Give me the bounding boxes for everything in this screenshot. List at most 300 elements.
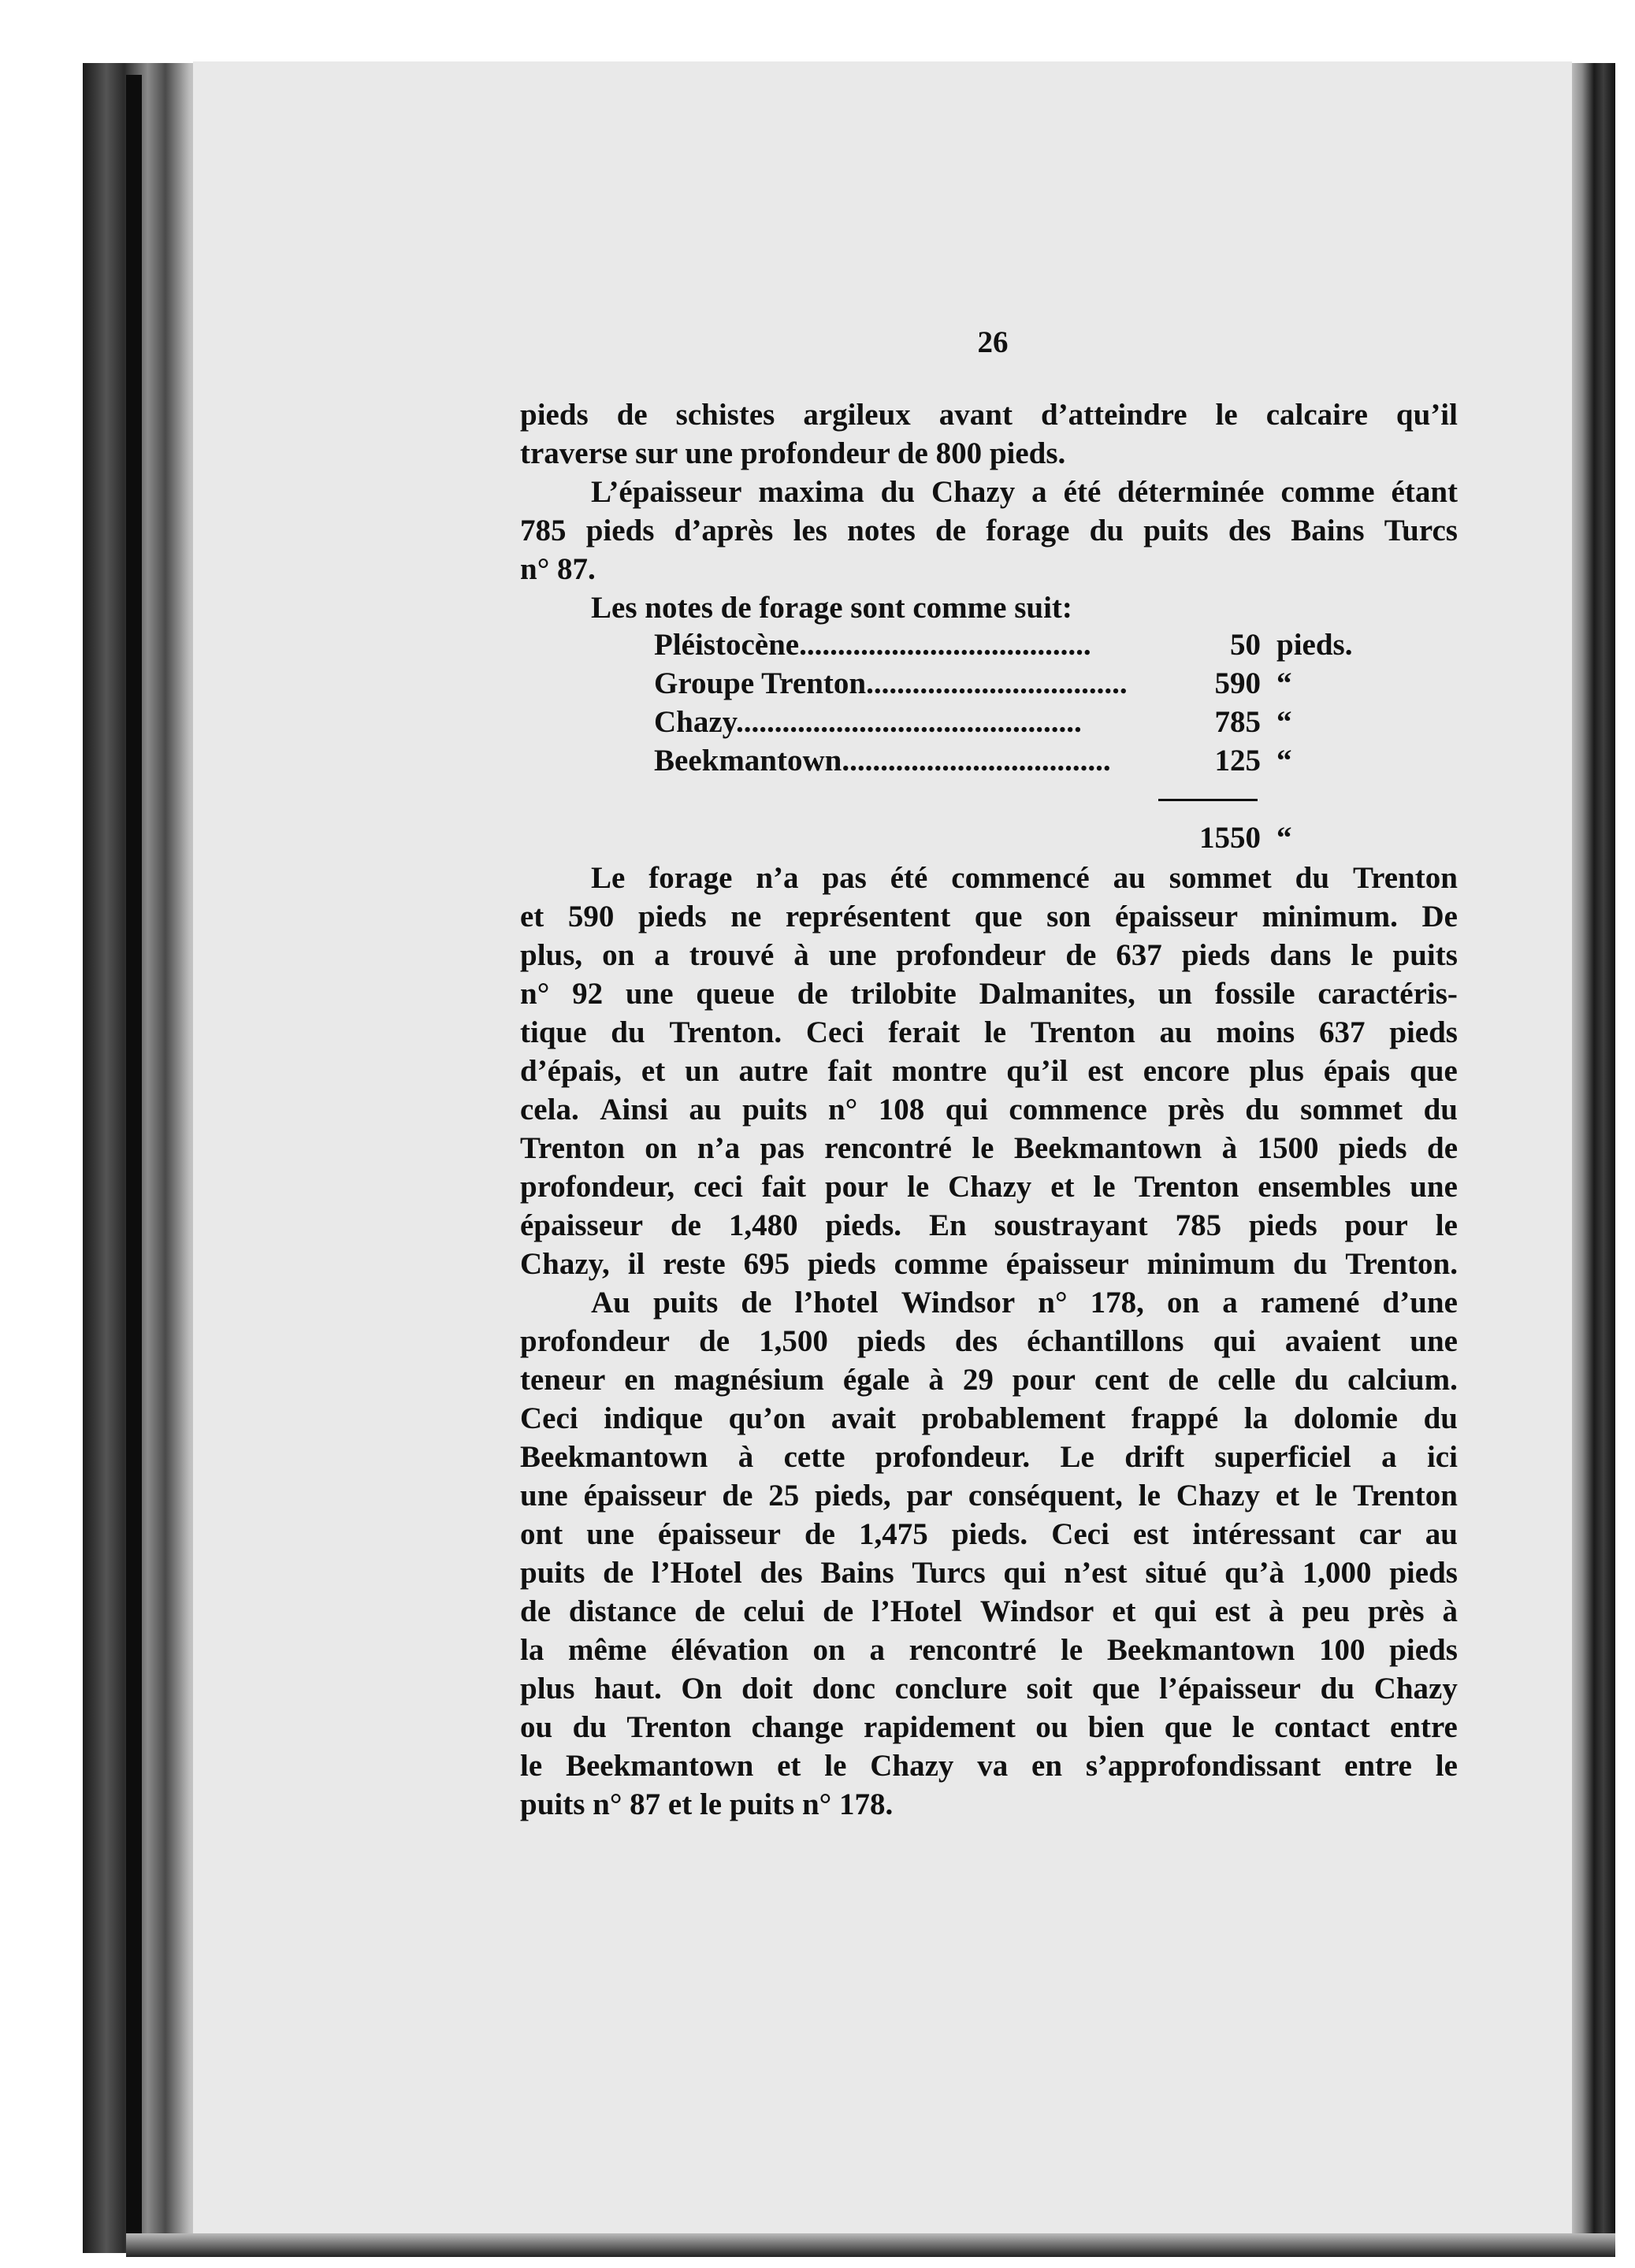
word: plus,	[520, 938, 583, 972]
word: rencontré	[909, 1633, 1037, 1667]
word: pieds	[1249, 1208, 1317, 1242]
word: forage	[986, 514, 1070, 548]
word: celui	[743, 1594, 805, 1628]
word: 108	[878, 1093, 925, 1127]
word: il	[627, 1247, 645, 1281]
word: sommet	[1169, 861, 1272, 895]
word: a	[869, 1633, 885, 1667]
word: teneur	[520, 1363, 606, 1397]
word: été	[890, 861, 928, 895]
word: traverse sur une profondeur de 800 pieds.	[520, 436, 1066, 470]
word: pieds	[520, 398, 589, 432]
word: ou	[520, 1710, 553, 1744]
word: ici	[1426, 1440, 1458, 1474]
text-line	[520, 1515, 1458, 1553]
word: des	[954, 1324, 998, 1358]
word: comme	[894, 1247, 988, 1281]
word: indique	[604, 1401, 703, 1435]
word: est	[1214, 1594, 1251, 1628]
word: le	[1061, 1633, 1083, 1667]
word: du	[1245, 1093, 1280, 1127]
text-line	[520, 974, 1458, 1013]
word: à	[928, 1363, 944, 1397]
word: on	[812, 1633, 845, 1667]
word: 1,500	[759, 1324, 828, 1358]
word: été	[1063, 475, 1102, 509]
word: la	[1243, 1401, 1269, 1435]
word: probablement	[921, 1401, 1106, 1435]
word: pieds	[1389, 1015, 1458, 1049]
word: entre	[1344, 1749, 1412, 1783]
word: Bains	[820, 1556, 894, 1590]
word: de	[935, 514, 967, 548]
word: pieds.	[825, 1208, 902, 1242]
word: le	[1215, 398, 1238, 432]
word: du	[572, 1710, 607, 1744]
word: pieds	[1389, 1556, 1458, 1590]
word: même	[568, 1633, 647, 1667]
word: ferait	[888, 1015, 961, 1049]
word: reste	[663, 1247, 726, 1281]
text-line	[520, 1129, 1458, 1167]
table-row-value: 590	[1214, 666, 1261, 700]
word: du	[1423, 1401, 1458, 1435]
word: au	[1425, 1517, 1458, 1551]
word: égale	[842, 1363, 910, 1397]
word: Windsor	[901, 1286, 1016, 1320]
word: distance	[568, 1594, 677, 1628]
word: entre	[1389, 1710, 1458, 1744]
text-line	[520, 511, 1458, 550]
word: cette	[783, 1440, 845, 1474]
word: que	[1091, 1672, 1140, 1706]
text-line	[520, 1785, 1458, 1824]
word: du	[1089, 514, 1124, 548]
word: l’hotel	[794, 1286, 879, 1320]
text-line	[520, 1399, 1458, 1438]
table-row-value: 785	[1214, 705, 1261, 739]
word: au	[1159, 1015, 1192, 1049]
word: le	[1351, 938, 1373, 972]
word: 785	[520, 514, 567, 548]
table-row-value: 125	[1214, 744, 1261, 778]
table-row-label: Chazy.............................................	[654, 705, 1082, 739]
word: qu’il	[1395, 398, 1458, 432]
word: trilobite	[850, 977, 957, 1011]
word: à	[1221, 1131, 1238, 1165]
word: on	[602, 938, 635, 972]
word: Chazy	[1373, 1672, 1458, 1706]
word: 1,480	[728, 1208, 798, 1242]
word: ceci	[693, 1170, 743, 1204]
word: la	[520, 1633, 544, 1667]
word: profondeur.	[875, 1440, 1031, 1474]
word: tique	[520, 1015, 587, 1049]
word: Les notes de forage sont comme suit:	[591, 591, 1072, 625]
text-line	[520, 1090, 1458, 1129]
text-line	[520, 859, 1458, 897]
text-line	[520, 1245, 1458, 1283]
word: plus	[1249, 1054, 1304, 1088]
word: pieds	[1181, 938, 1250, 972]
word: le	[1138, 1479, 1161, 1513]
word: Chazy	[1176, 1479, 1260, 1513]
word: sommet	[1300, 1093, 1403, 1127]
word: donc	[812, 1672, 875, 1706]
word: intéressant	[1192, 1517, 1336, 1551]
table-row-unit: “	[1276, 705, 1292, 739]
word: des	[760, 1556, 803, 1590]
word: notes	[847, 514, 916, 548]
word: ensembles	[1258, 1170, 1392, 1204]
word: on	[645, 1131, 678, 1165]
word: épaisseur	[657, 1517, 781, 1551]
word: le	[1435, 1208, 1458, 1242]
word: n°	[1038, 1286, 1068, 1320]
table-total-value: 1550	[1199, 821, 1261, 855]
sum-rule	[1158, 799, 1258, 801]
word: d’une	[1382, 1286, 1458, 1320]
word: d’après	[674, 514, 774, 548]
word: montre	[891, 1054, 987, 1088]
word: à	[1269, 1594, 1284, 1628]
word: à	[793, 938, 809, 972]
word: a	[1031, 475, 1047, 509]
table-row-unit: pieds.	[1276, 628, 1353, 662]
page-edge-bottom	[126, 2233, 1615, 2257]
table-total-unit: “	[1276, 821, 1292, 855]
word: Chazy	[931, 475, 1016, 509]
word: l’Hotel	[651, 1556, 742, 1590]
text-line	[520, 1360, 1458, 1399]
word: de	[797, 977, 828, 1011]
word: un	[685, 1054, 719, 1088]
paragraph-4	[520, 859, 1458, 1283]
page-number: 26	[977, 325, 1009, 359]
text-line	[520, 1746, 1458, 1785]
word: que	[974, 900, 1023, 934]
word: maxima	[758, 475, 864, 509]
text-line	[520, 1592, 1458, 1631]
word: puits	[1143, 514, 1209, 548]
word: 29	[962, 1363, 994, 1397]
word: 25	[768, 1479, 800, 1513]
word: de	[616, 398, 648, 432]
word: du	[1423, 1093, 1458, 1127]
word: qui	[1213, 1324, 1256, 1358]
word: argileux	[803, 398, 911, 432]
word: en	[1031, 1749, 1063, 1783]
word: dans	[1269, 938, 1332, 972]
table-row-unit: “	[1276, 744, 1292, 778]
word: de	[823, 1594, 854, 1628]
word: du	[1320, 1672, 1355, 1706]
word: profondeur	[520, 1324, 670, 1358]
word: déterminée	[1117, 475, 1265, 509]
word: une	[1410, 1324, 1458, 1358]
word: on	[1167, 1286, 1200, 1320]
word: du	[1294, 1363, 1329, 1397]
word: Beekmantown	[565, 1749, 754, 1783]
word: Beekmantown	[1106, 1633, 1295, 1667]
word: le	[983, 1015, 1007, 1049]
word: et	[1112, 1594, 1136, 1628]
text-line	[520, 1476, 1458, 1515]
word: de	[722, 1479, 753, 1513]
table-row-value: 50	[1230, 628, 1261, 662]
word: ramené	[1260, 1286, 1360, 1320]
text-line	[520, 434, 1458, 473]
word: commencé	[951, 861, 1090, 895]
word: du	[1293, 1247, 1328, 1281]
word: ne	[730, 900, 762, 934]
word: caractéris-	[1317, 977, 1458, 1011]
table-row-label: Pléistocène......................................	[654, 628, 1091, 662]
word: 637	[1318, 1015, 1366, 1049]
word: représentent	[785, 900, 951, 934]
word: dolomie	[1293, 1401, 1398, 1435]
word: est	[1087, 1054, 1124, 1088]
word: épaisseur	[1115, 900, 1239, 934]
word: les	[793, 514, 827, 548]
word: 178,	[1090, 1286, 1144, 1320]
word: situé	[1145, 1556, 1207, 1590]
word: haut.	[594, 1672, 662, 1706]
word: a	[1222, 1286, 1238, 1320]
book-edge-dark	[126, 75, 142, 2249]
word: pieds	[857, 1324, 926, 1358]
word: avant	[938, 398, 1013, 432]
word: car	[1358, 1517, 1402, 1551]
word: minimum.	[1262, 900, 1398, 934]
word: Au	[591, 1286, 630, 1320]
word: est	[1132, 1517, 1169, 1551]
word: pieds	[808, 1247, 876, 1281]
word: 92	[572, 977, 604, 1011]
word: frappé	[1131, 1401, 1219, 1435]
word: de	[741, 1286, 772, 1320]
word: qu’à	[1224, 1556, 1284, 1590]
word: En	[928, 1208, 967, 1242]
word: le	[1232, 1710, 1254, 1744]
word: de	[1065, 938, 1097, 972]
word: minimum	[1146, 1247, 1276, 1281]
word: Ceci	[805, 1015, 864, 1049]
word: cent	[1094, 1363, 1150, 1397]
word: rencontré	[824, 1131, 952, 1165]
word: étant	[1391, 475, 1458, 509]
word: calcaire	[1265, 398, 1368, 432]
word: L’épaisseur	[591, 475, 742, 509]
word: d’atteindre	[1040, 398, 1187, 432]
paragraph-1	[520, 395, 1458, 473]
table-row-unit: “	[1276, 666, 1292, 700]
word: 695	[743, 1247, 790, 1281]
word: a	[654, 938, 670, 972]
word: n’a	[697, 1131, 741, 1165]
word: bien	[1087, 1710, 1145, 1744]
word: que	[1410, 1054, 1458, 1088]
word: puits n° 87 et le puits n° 178.	[520, 1787, 894, 1821]
word: pas	[760, 1131, 804, 1165]
word: en	[624, 1363, 656, 1397]
word: puits	[1392, 938, 1458, 972]
word: 590	[567, 900, 615, 934]
paragraph-3	[520, 588, 1458, 627]
word: plus	[520, 1672, 575, 1706]
word: va	[977, 1749, 1009, 1783]
page-edge-right	[1568, 63, 1615, 2253]
word: qu’on	[728, 1401, 806, 1435]
word: peu	[1302, 1594, 1351, 1628]
word: pieds	[637, 900, 707, 934]
word: le	[1315, 1479, 1338, 1513]
paragraph-5	[520, 1283, 1458, 1824]
word: puits	[652, 1286, 719, 1320]
word: forage	[648, 861, 733, 895]
text-line	[520, 1438, 1458, 1476]
word: épais	[1323, 1054, 1391, 1088]
word: du	[611, 1015, 645, 1049]
word: De	[1421, 900, 1458, 934]
word: change	[751, 1710, 844, 1744]
word: qu’il	[1006, 1054, 1068, 1088]
word: le	[824, 1749, 847, 1783]
word: une	[586, 1517, 634, 1551]
word: Chazy,	[520, 1247, 610, 1281]
word: Ainsi	[600, 1093, 668, 1127]
word: échantillons	[1027, 1324, 1184, 1358]
word: de	[694, 1594, 726, 1628]
word: et	[1050, 1170, 1075, 1204]
word: d’épais,	[520, 1054, 622, 1088]
text-line	[520, 1631, 1458, 1669]
word: Turcs	[1384, 514, 1458, 548]
word: fossile	[1214, 977, 1295, 1011]
word: Bains	[1291, 514, 1365, 548]
word: puits	[520, 1556, 585, 1590]
word: magnésium	[674, 1363, 824, 1397]
word: s’approfondissant	[1085, 1749, 1321, 1783]
word: Trenton	[1353, 861, 1458, 895]
word: l’Hotel	[871, 1594, 962, 1628]
text-line	[520, 1322, 1458, 1360]
word: épaisseur	[520, 1208, 643, 1242]
word: une	[625, 977, 674, 1011]
word: épaisseur	[1005, 1247, 1129, 1281]
word: encore	[1143, 1054, 1230, 1088]
word: 1,000	[1302, 1556, 1372, 1590]
word: Beekmantown	[520, 1440, 708, 1474]
text-line	[520, 395, 1458, 434]
word: pas	[822, 861, 867, 895]
word: Chazy	[948, 1170, 1032, 1204]
word: conséquent,	[968, 1479, 1123, 1513]
word: de	[603, 1556, 634, 1590]
word: soustrayant	[994, 1208, 1148, 1242]
word: de	[804, 1517, 835, 1551]
word: n’est	[1064, 1556, 1128, 1590]
word: au	[689, 1093, 722, 1127]
text-line	[520, 473, 1458, 511]
word: superficiel	[1214, 1440, 1351, 1474]
word: une	[1410, 1170, 1458, 1204]
word: Trenton	[1134, 1170, 1239, 1204]
word: avait	[831, 1401, 897, 1435]
text-line	[520, 1553, 1458, 1592]
word: le	[520, 1749, 543, 1783]
paragraph-2	[520, 473, 1458, 588]
word: le	[1435, 1749, 1458, 1783]
word: soit	[1026, 1672, 1073, 1706]
word: et	[1275, 1479, 1300, 1513]
word: pour	[824, 1170, 889, 1204]
text-line	[520, 1052, 1458, 1090]
word: 785	[1175, 1208, 1222, 1242]
word: pieds.	[951, 1517, 1028, 1551]
word: trouvé	[689, 938, 775, 972]
word: de	[670, 1208, 701, 1242]
word: à	[738, 1440, 754, 1474]
word: ont	[520, 1517, 563, 1551]
word: pieds,	[815, 1479, 891, 1513]
word: 637	[1116, 938, 1162, 972]
word: queue	[696, 977, 775, 1011]
text-line	[520, 1669, 1458, 1708]
word: a	[1381, 1440, 1397, 1474]
word: drift	[1124, 1440, 1184, 1474]
word: Beekmantown	[1013, 1131, 1202, 1165]
word: contact	[1274, 1710, 1370, 1744]
word: du	[1295, 861, 1330, 895]
word: épaisseur	[583, 1479, 707, 1513]
word: n°	[520, 977, 550, 1011]
text-line	[520, 550, 1458, 588]
word: avaient	[1284, 1324, 1381, 1358]
word: Chazy	[870, 1749, 954, 1783]
word: schistes	[675, 398, 775, 432]
word: commence	[1009, 1093, 1147, 1127]
word: Trenton	[1353, 1479, 1458, 1513]
word: Trenton.	[669, 1015, 782, 1049]
word: que	[1164, 1710, 1213, 1744]
word: n°	[827, 1093, 858, 1127]
word: un	[1158, 977, 1192, 1011]
word: pieds	[585, 514, 655, 548]
word: pour	[1012, 1363, 1076, 1397]
word: n° 87.	[520, 552, 596, 586]
word: profondeur	[896, 938, 1046, 972]
word: une	[520, 1479, 568, 1513]
word: qui	[945, 1093, 988, 1127]
word: Trenton	[520, 1131, 625, 1165]
text-line	[520, 1283, 1458, 1322]
word: l’épaisseur	[1159, 1672, 1301, 1706]
word: n’a	[756, 861, 799, 895]
word: celle	[1217, 1363, 1276, 1397]
text-line	[520, 936, 1458, 974]
word: et	[777, 1749, 801, 1783]
word: le	[907, 1170, 930, 1204]
text-line	[520, 1206, 1458, 1245]
word: de	[520, 1594, 551, 1628]
word: fait	[827, 1054, 872, 1088]
word: des	[1228, 514, 1272, 548]
word: pieds	[1389, 1633, 1458, 1667]
word: ou	[1035, 1710, 1068, 1744]
word: Trenton.	[1345, 1247, 1458, 1281]
table-row-label: Beekmantown...................................	[654, 744, 1111, 778]
